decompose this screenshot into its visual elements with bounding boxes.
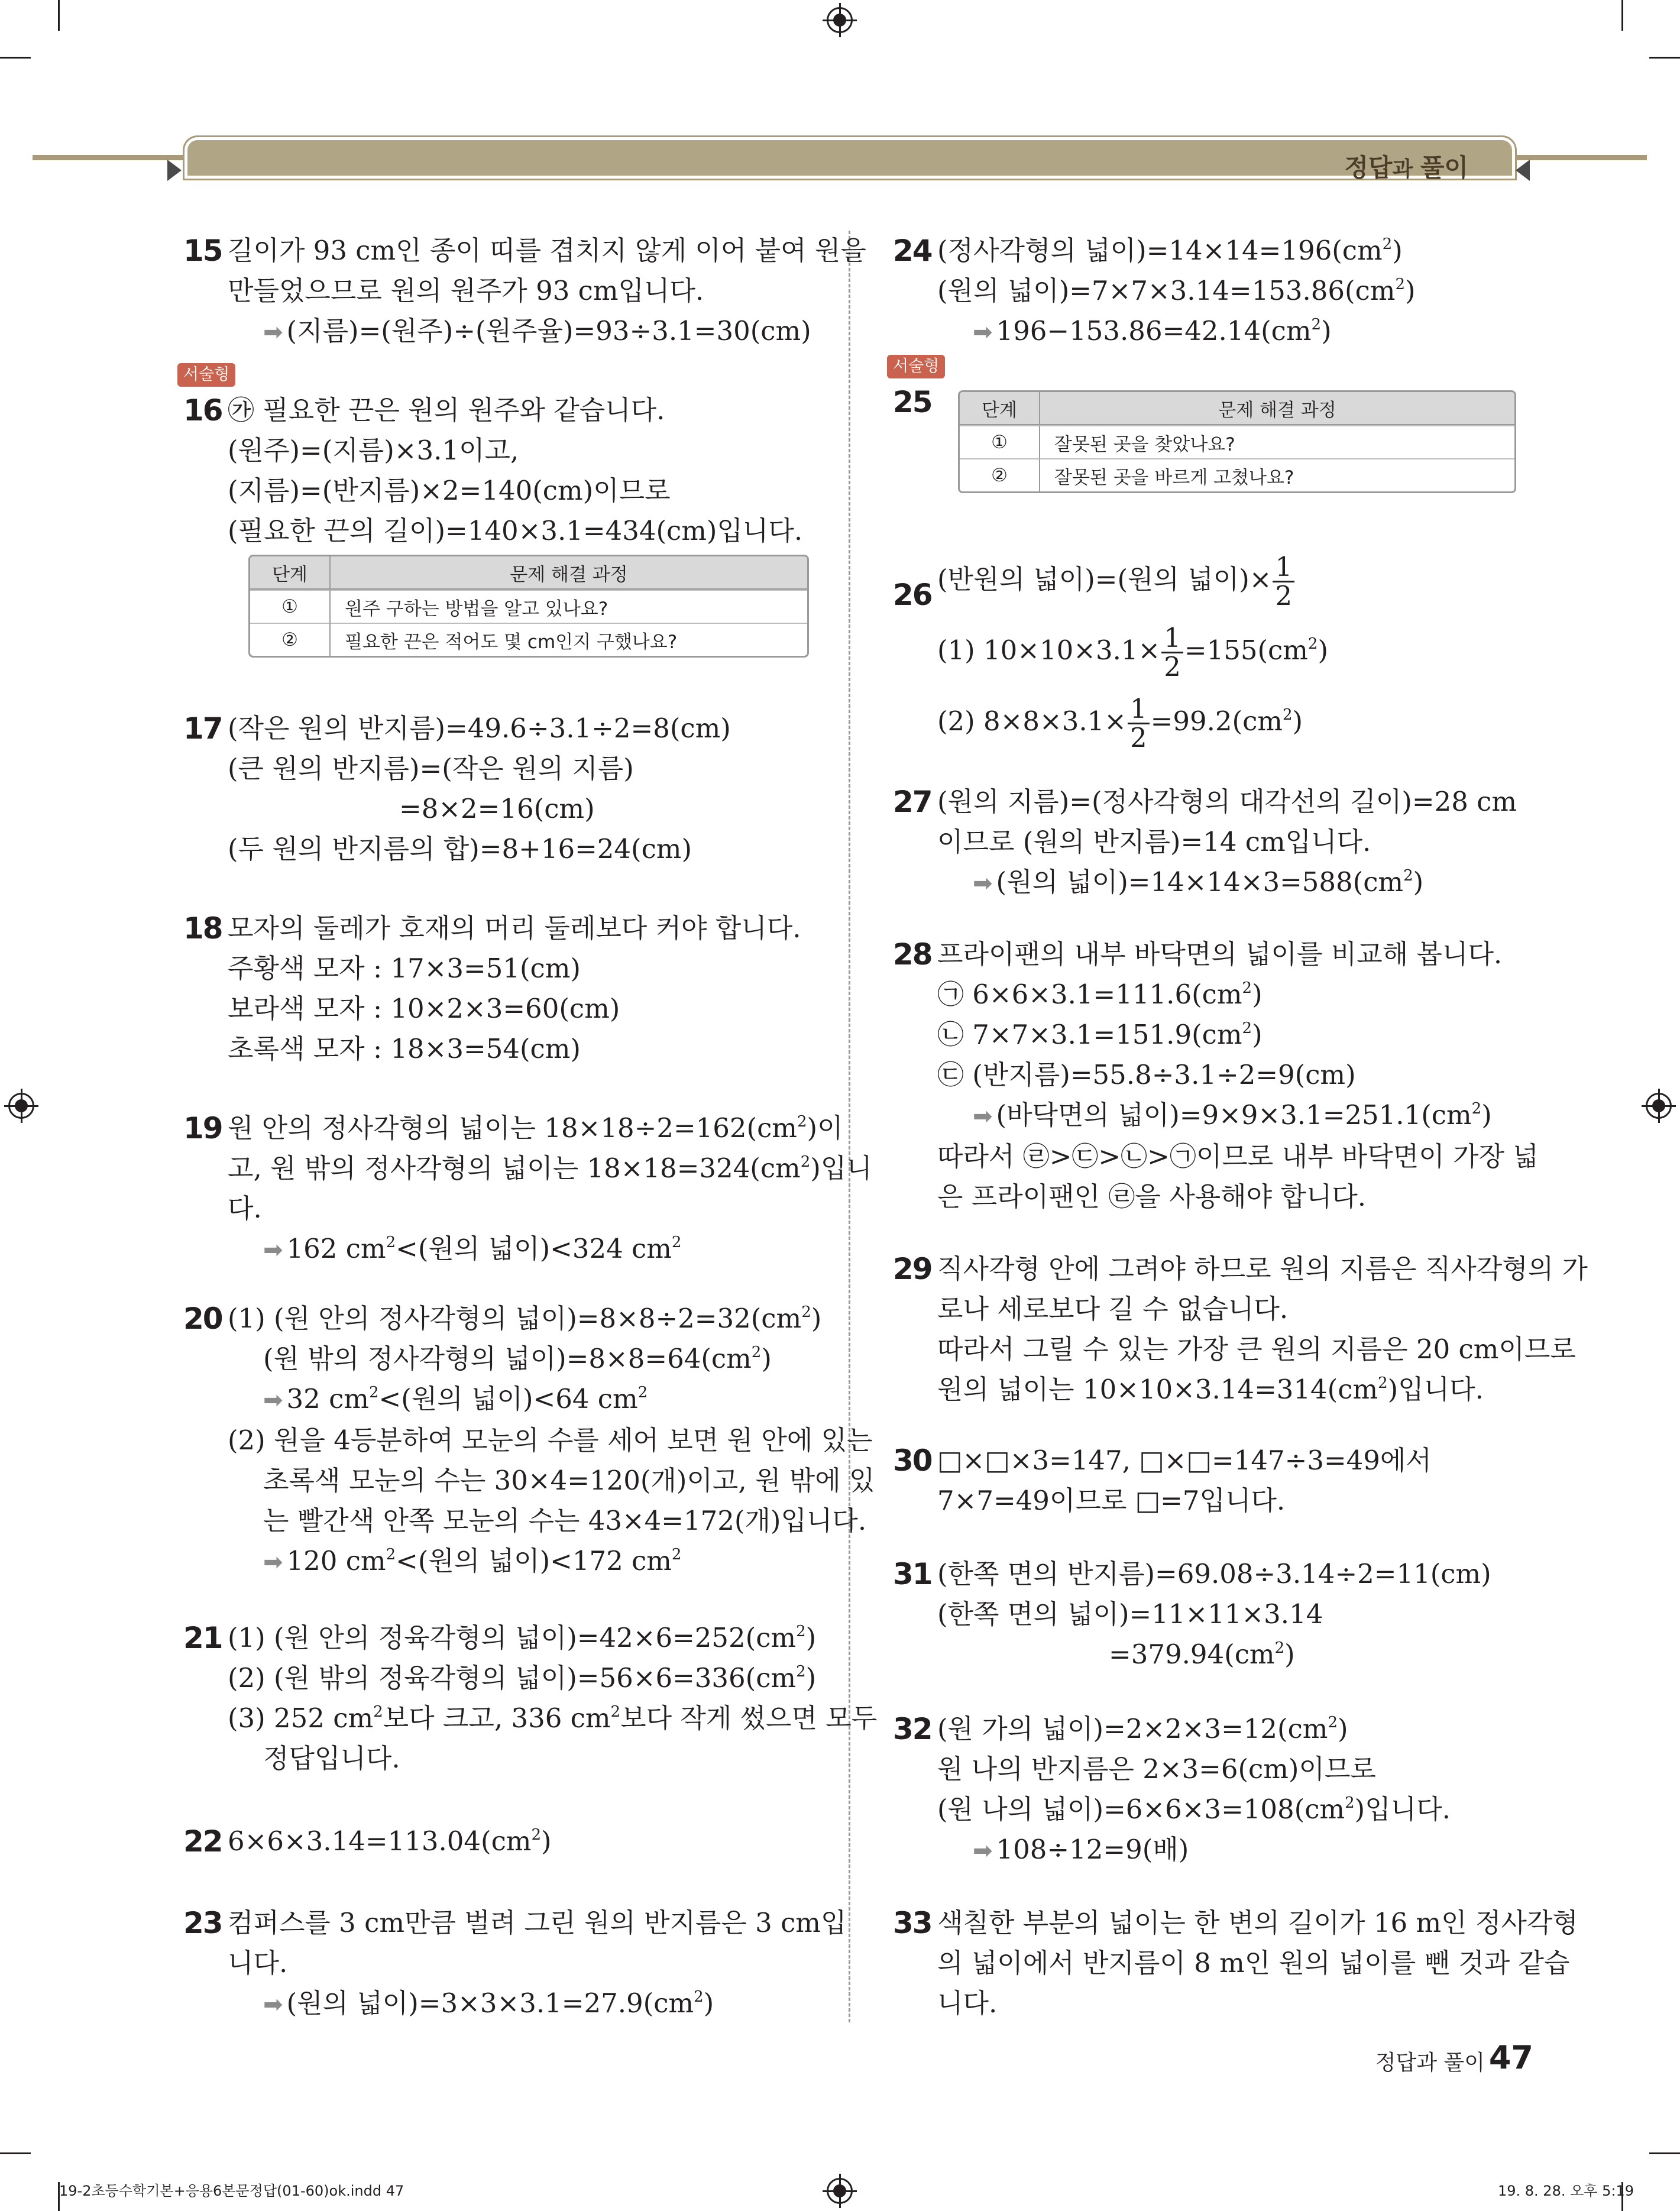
arrow-icon: ➡ xyxy=(973,870,993,897)
header-right-triangle xyxy=(1516,160,1530,181)
registration-mark-bottom xyxy=(827,2178,853,2204)
arrow-icon: ➡ xyxy=(263,1991,283,2018)
crop-mark xyxy=(0,57,31,59)
problem-33: 33 색칠한 부분의 넓이는 한 변의 길이가 16 m인 정사각형 의 넓이에서 반지름이 8 m인 원의 넓이를 뺀 것과 같습 니다. xyxy=(893,1906,1578,2019)
crop-mark xyxy=(58,0,60,31)
scoring-table-25: 단계 문제 해결 과정 ① 잘못된 곳을 찾았나요? ② 잘못된 곳을 바르게 고쳤나요? xyxy=(958,390,1516,493)
file-slug: 19-2초등수학기본+응용6본문정답(01-60)ok.indd 47 xyxy=(59,2183,404,2199)
problem-23: 23 컴퍼스를 3 cm만큼 벌려 그린 원의 반지름은 3 cm입 니다. ➡ (원의 넓이)$=3\times 3\times 3.1=27.9(cm^2)$ xyxy=(183,1906,847,2019)
footer-label: 정답과 풀이 xyxy=(1375,2051,1485,2075)
arrow-icon: ➡ xyxy=(973,1103,993,1130)
scoring-table-16: 단계 문제 해결 과정 ① 원주 구하는 방법을 알고 있나요? ② 필요한 끈은 적어도 몇 cm인지 구했나요? xyxy=(248,555,809,658)
crop-mark xyxy=(1649,57,1680,59)
problem-21: 21 (1) (원 안의 정육각형의 넓이)$=42\times 6=252(cm^2)$ (2) (원 밖의 정육각형의 넓이)$=56\times 6=336(cm^2)$ (3) 252 $cm^2$보다 크고, 336 $cm^2$보다 작게 썼으면 모두 정답입니다. xyxy=(183,1621,878,1774)
problem-28: 28 프라이팬의 내부 바닥면의 넓이를 비교해 봅니다. ㉠ $6\times 6\times 3.1=111.6(cm^2)$ ㉡ $7\times 7\times 3.1=151.9(cm^2)$ ㉢ (반지름)=55.8÷3.1÷2=9(cm) ➡ (바닥면의 넓이)$=9\times 9\times 3.1=251.1(cm^2)$ 따라서 ㉣>㉢>㉡>㉠이므로 내부 바닥면이 가장 넓 은 프라이팬인 ㉣을 사용해야 합니다. xyxy=(893,937,1539,1212)
problem-26: 26 (반원의 넓이)=(원의 넓이)× $\frac{1}{2}$ (1) 10×10×3.1× $\frac{1}{2}$ $=155(cm^2)$ (2) 8×8×3.1× $\frac{1}{2}$ $=99.2(cm^2)$ xyxy=(893,551,1329,753)
header-title: 정답과 풀이 xyxy=(1344,153,1468,182)
crop-mark xyxy=(1649,2152,1680,2154)
header-left-triangle xyxy=(167,160,182,181)
problem-18: 18 모자의 둘레가 호재의 머리 둘레보다 커야 합니다. 주황색 모자 : 17×3=51(cm) 보라색 모자 : 10×2×3=60(cm) 초록색 모자 : 18×3=54(cm) xyxy=(183,911,801,1064)
problem-17: 17 (작은 원의 반지름)=49.6÷3.1÷2=8(cm) (큰 원의 반지름)=(작은 원의 지름) =8×2=16(cm) (두 원의 반지름의 합)=8+16=24(cm) xyxy=(183,711,731,865)
problem-22: 22 $6\times 6\times 3.14=113.04(cm^2)$ xyxy=(183,1824,552,1859)
arrow-icon: ➡ xyxy=(973,1837,993,1864)
fraction: $\frac{1}{2}$ xyxy=(1161,624,1183,681)
header-tab xyxy=(184,137,1515,182)
arrow-icon: ➡ xyxy=(263,1236,283,1264)
fraction: $\frac{1}{2}$ xyxy=(1273,553,1294,610)
crop-mark xyxy=(1621,0,1623,31)
crop-mark xyxy=(0,2152,31,2154)
problem-24: 24 (정사각형의 넓이)$=14\times 14=196(cm^2)$ (원의 넓이)$=7\times 7\times 3.14=153.86(cm^2)$ ➡ $196-153.86=42.14(cm^2)$ xyxy=(893,234,1416,347)
problem-15: 15 길이가 93 cm인 종이 띠를 겹치지 않게 이어 붙여 원을 만들었으므로 원의 원주가 93 cm입니다. ➡ (지름)=(원주)÷(원주율)=93÷3.1=30(cm) xyxy=(183,234,866,347)
arrow-icon: ➡ xyxy=(263,319,283,346)
problem-29: 29 직사각형 안에 그려야 하므로 원의 지름은 직사각형의 가 로나 세로보다 길 수 없습니다. 따라서 그릴 수 있는 가장 큰 원의 지름은 20 cm이므로 원의 넓이는 $10\times 10\times 3.14=314(cm^2)$입니다. xyxy=(893,1252,1588,1405)
arrow-icon: ➡ xyxy=(973,319,993,346)
page-number: 47 xyxy=(1488,2039,1533,2076)
problem-27: 27 (원의 지름)=(정사각형의 대각선의 길이)=28 cm 이므로 (원의 반지름)=14 cm입니다. ➡ (원의 넓이)$=14\times 14\times 3=588(cm^2)$ xyxy=(893,785,1517,898)
registration-mark-left xyxy=(8,1093,34,1119)
registration-mark-right xyxy=(1646,1093,1672,1119)
problem-31: 31 (한쪽 면의 반지름)=69.08÷3.14÷2=11(cm) (한쪽 면의 넓이)=11×11×3.14 $=379.94(cm^2)$ xyxy=(893,1557,1491,1670)
registration-mark-top xyxy=(827,7,853,33)
problem-32: 32 (원 가의 넓이)$=2\times 2\times 3=12(cm^2)$ 원 나의 반지름은 2×3=6(cm)이므로 (원 나의 넓이)$=6\times 6\times 3=108(cm^2)$입니다. ➡ 108÷12=9(배) xyxy=(893,1712,1451,1865)
problem-16: 16 ㉮ 필요한 끈은 원의 원주와 같습니다. (원주)=(지름)×3.1이고, (지름)=(반지름)×2=140(cm)이므로 (필요한 끈의 길이)=140×3.1=434(cm)입니다. xyxy=(183,393,803,546)
essay-badge: 서술형 xyxy=(887,355,945,378)
arrow-icon: ➡ xyxy=(263,1387,283,1414)
fraction: $\frac{1}{2}$ xyxy=(1128,695,1150,752)
arrow-icon: ➡ xyxy=(263,1549,283,1576)
problem-19: 19 원 안의 정사각형의 넓이는 $18\times 18\div 2=162(cm^2)$이 고, 원 밖의 정사각형의 넓이는 $18\times 18=324(cm^2)$입니 다. ➡ 162 $cm^2<$(원의 넓이)<324 $cm^2$ xyxy=(183,1111,872,1264)
problem-20: 20 (1) (원 안의 정사각형의 넓이)$=8\times 8\div 2=32(cm^2)$ (원 밖의 정사각형의 넓이)$=8\times 8=64(cm^2)$ ➡ 32 $cm^2<$(원의 넓이)<64 $cm^2$ (2) 원을 4등분하여 모눈의 수를 세어 보면 원 안에 있는 초록색 모눈의 수는 30×4=120(개)이고, 원 밖에 있 는 빨간색 안쪽 모눈의 수는 43×4=172(개)입니다. ➡ 120 $cm^2<$(원의 넓이)<172 $cm^2$ xyxy=(183,1302,875,1576)
essay-badge: 서술형 xyxy=(177,363,235,387)
date-slug: 19. 8. 28. 오후 5:19 xyxy=(1497,2183,1634,2199)
problem-30: 30 □×□×3=147, □×□=147÷3=49에서 7×7=49이므로 □=7입니다. xyxy=(893,1443,1432,1516)
